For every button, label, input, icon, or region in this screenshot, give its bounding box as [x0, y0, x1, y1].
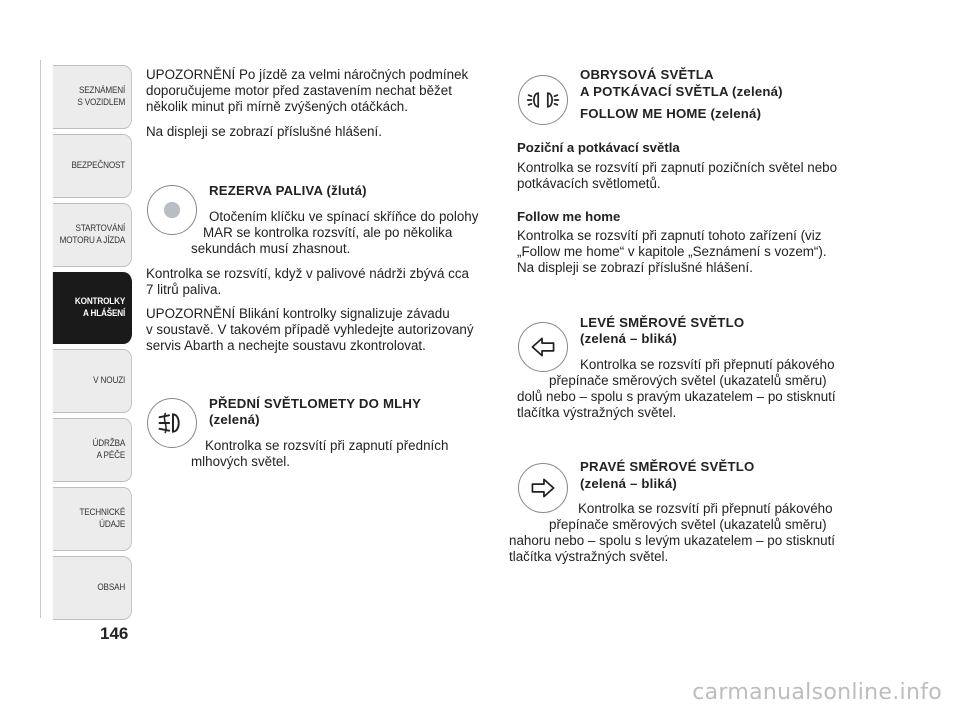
lights-heading-line-3: FOLLOW ME HOME (zelená) [580, 106, 762, 121]
fuel-text-line-2: MAR se kontrolka rozsvítí, ale po několika [203, 225, 453, 240]
lights-subheading-position: Poziční a potkávací světla [517, 140, 680, 155]
lights-para1-line-2: potkávacích světlometů. [517, 176, 661, 191]
fuel-para3-line-2: v soustavě. V takovém případě vyhledejte autorizovaný [146, 322, 474, 337]
watermark-text: carmanualsonline.info [692, 680, 942, 705]
intro-line-3: několik minut při mírně zvýšených otáčkách. [146, 99, 408, 114]
fuel-text-line-1: Otočením klíčku ve spínací skříňce do polohy [209, 209, 479, 224]
left-turn-heading-line-2: (zelená – bliká) [580, 331, 678, 346]
intro-display-note: Na displeji se zobrazí příslušné hlášení. [146, 124, 382, 139]
tab-bezpecnost[interactable]: BEZPEČNOST [53, 134, 132, 198]
front-fog-light-icon [147, 398, 197, 448]
left-turn-text-line-4: tlačítka výstražných světel. [517, 405, 677, 420]
lights-para2-line-2: „Follow me home“ v kapitole „Seznámení s vozem“). [517, 244, 827, 259]
intro-line-2: doporučujeme motor před zastavením nechat běžet [146, 83, 452, 98]
tab-obsah[interactable]: OBSAH [53, 556, 132, 620]
right-turn-text-line-2: přepínače směrových světel (ukazatelů směru) [549, 517, 827, 532]
fog-text-line-2: mlhových světel. [191, 454, 290, 469]
tab-seznameni[interactable]: SEZNÁMENÍ S VOZIDLEM [53, 65, 132, 129]
intro-line-1: UPOZORNĚNÍ Po jízdě za velmi náročných podmínek [146, 67, 469, 82]
fuel-reserve-heading: REZERVA PALIVA (žlutá) [209, 183, 367, 198]
tab-kontrolky-active[interactable]: KONTROLKY A HLÁŠENÍ [53, 272, 132, 344]
right-turn-heading-line-1: PRAVÉ SMĚROVÉ SVĚTLO [580, 459, 755, 474]
lights-para1-line-1: Kontrolka se rozsvítí při zapnutí pozičních světel nebo [517, 160, 838, 175]
lights-subheading-follow-me-home: Follow me home [517, 209, 621, 224]
tab-udrzba[interactable]: ÚDRŽBA A PÉČE [53, 418, 132, 482]
fuel-text-line-3: sekundách musí zhasnout. [191, 241, 351, 256]
fog-heading-line-2: (zelená) [209, 412, 260, 427]
left-turn-heading-line-1: LEVÉ SMĚROVÉ SVĚTLO [580, 315, 745, 330]
sidebar-divider [40, 60, 41, 618]
right-turn-text-line-1: Kontrolka se rozsvítí při přepnutí pákového [578, 501, 833, 516]
tab-startovani[interactable]: STARTOVÁNÍ MOTORU A JÍZDA [53, 203, 132, 267]
left-turn-text-line-3: dolů nebo – spolu s pravým ukazatelem – po stisknutí [517, 389, 836, 404]
fog-text-line-1: Kontrolka se rozsvítí při zapnutí předních [205, 438, 449, 453]
right-turn-heading-line-2: (zelená – bliká) [580, 476, 678, 491]
tab-technicke-udaje[interactable]: TECHNICKÉ ÚDAJE [53, 487, 132, 551]
position-lights-icon [518, 75, 568, 125]
lights-heading-line-1: OBRYSOVÁ SVĚTLA [580, 67, 714, 82]
tab-v-nouzi[interactable]: V NOUZI [53, 349, 132, 413]
fuel-para2-line-1: Kontrolka se rozsvítí, když v palivové nádrži zbývá cca [146, 266, 469, 281]
fuel-para3-line-1: UPOZORNĚNÍ Blikání kontrolky signalizuje závadu [146, 306, 450, 321]
page-number: 146 [100, 624, 129, 643]
left-turn-text-line-1: Kontrolka se rozsvítí při přepnutí pákového [580, 357, 835, 372]
fog-heading-line-1: PŘEDNÍ SVĚTLOMETY DO MLHY [209, 396, 422, 411]
fuel-reserve-warning-icon [147, 185, 197, 235]
right-turn-text-line-4: tlačítka výstražných světel. [509, 549, 669, 564]
fuel-para2-line-2: 7 litrů paliva. [146, 282, 222, 297]
right-turn-text-line-3: nahoru nebo – spolu s levým ukazatelem – po stisknutí [509, 533, 836, 548]
lights-heading-line-2: A POTKÁVACÍ SVĚTLA (zelená) [580, 84, 783, 99]
fuel-para3-line-3: servis Abarth a nechejte soustavu zkontrolovat. [146, 338, 426, 353]
left-turn-arrow-icon [518, 322, 568, 372]
right-turn-arrow-icon [518, 463, 568, 513]
lights-para2-line-1: Kontrolka se rozsvítí při zapnutí tohoto zařízení (viz [517, 228, 822, 243]
lights-para2-line-3: Na displeji se zobrazí příslušné hlášení. [517, 260, 753, 275]
left-turn-text-line-2: přepínače směrových světel (ukazatelů směru) [549, 373, 827, 388]
